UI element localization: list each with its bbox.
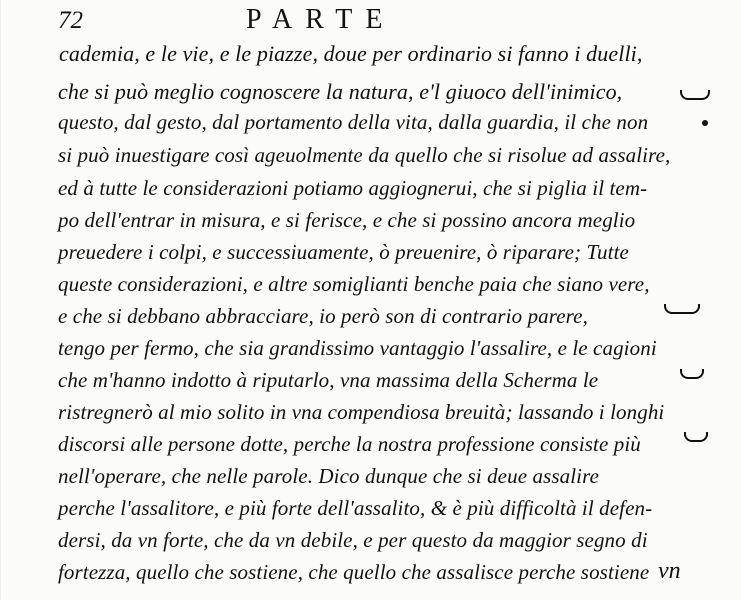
line-fill-ornament <box>684 432 708 442</box>
catchword: vn <box>658 558 681 584</box>
text-line-8: queste considerazioni, e altre somiglianti benche paia che siano vere, <box>58 272 650 296</box>
text-line-10: tengo per fermo, che sia grandissimo vantaggio l'assalire, e le cagioni <box>58 336 657 360</box>
text-line-7: preuedere i colpi, e successiuamente, ò preuenire, ò riparare; Tutte <box>58 240 629 264</box>
text-line-12: ristregnerò al mio solito in vna compendiosa breuità; lassando i longhi <box>58 400 665 424</box>
text-line-6: po dell'entrar in misura, e si ferisce, e che si possino ancora meglio <box>58 208 636 232</box>
line-end-dot <box>702 120 708 126</box>
text-line-9: e che si debbano abbracciare, io però son di contrario parere, <box>58 304 588 328</box>
text-line-5: ed à tutte le considerazioni potiamo aggiognerui, che si piglia il tem- <box>58 176 648 200</box>
running-head: PARTE <box>246 4 396 35</box>
text-line-16: dersi, da vn forte, che da vn debile, e per questo da maggior segno di <box>58 528 648 552</box>
page-number: 72 <box>58 7 83 34</box>
text-line-11: che m'hanno indotto à riputarlo, vna massima della Scherma le <box>58 368 599 392</box>
line-fill-ornament <box>680 369 704 379</box>
text-line-2: che si può meglio cognoscere la natura, e'l giuoco dell'inimico, <box>58 79 623 104</box>
text-line-4: si può inuestigare così ageuolmente da quello che si risolue ad assalire, <box>58 143 671 167</box>
text-line-13: discorsi alle persone dotte, perche la nostra professione consiste più <box>58 432 641 456</box>
text-line-3: questo, dal gesto, dal portamento della vita, dalla guardia, il che non <box>58 110 649 134</box>
line-fill-ornament <box>664 304 700 314</box>
text-line-17: fortezza, quello che sostiene, che quello che assalisce perche sostiene <box>58 560 650 584</box>
text-line-1: cademia, e le vie, e le piazze, doue per ordinario si fanno i duelli, <box>59 41 643 66</box>
line-fill-ornament <box>680 90 710 100</box>
text-line-15: perche l'assalitore, e più forte dell'assalito, & è più difficoltà il defen- <box>58 496 653 520</box>
text-line-14: nell'operare, che nelle parole. Dico dunque che si deue assalire <box>58 464 599 488</box>
